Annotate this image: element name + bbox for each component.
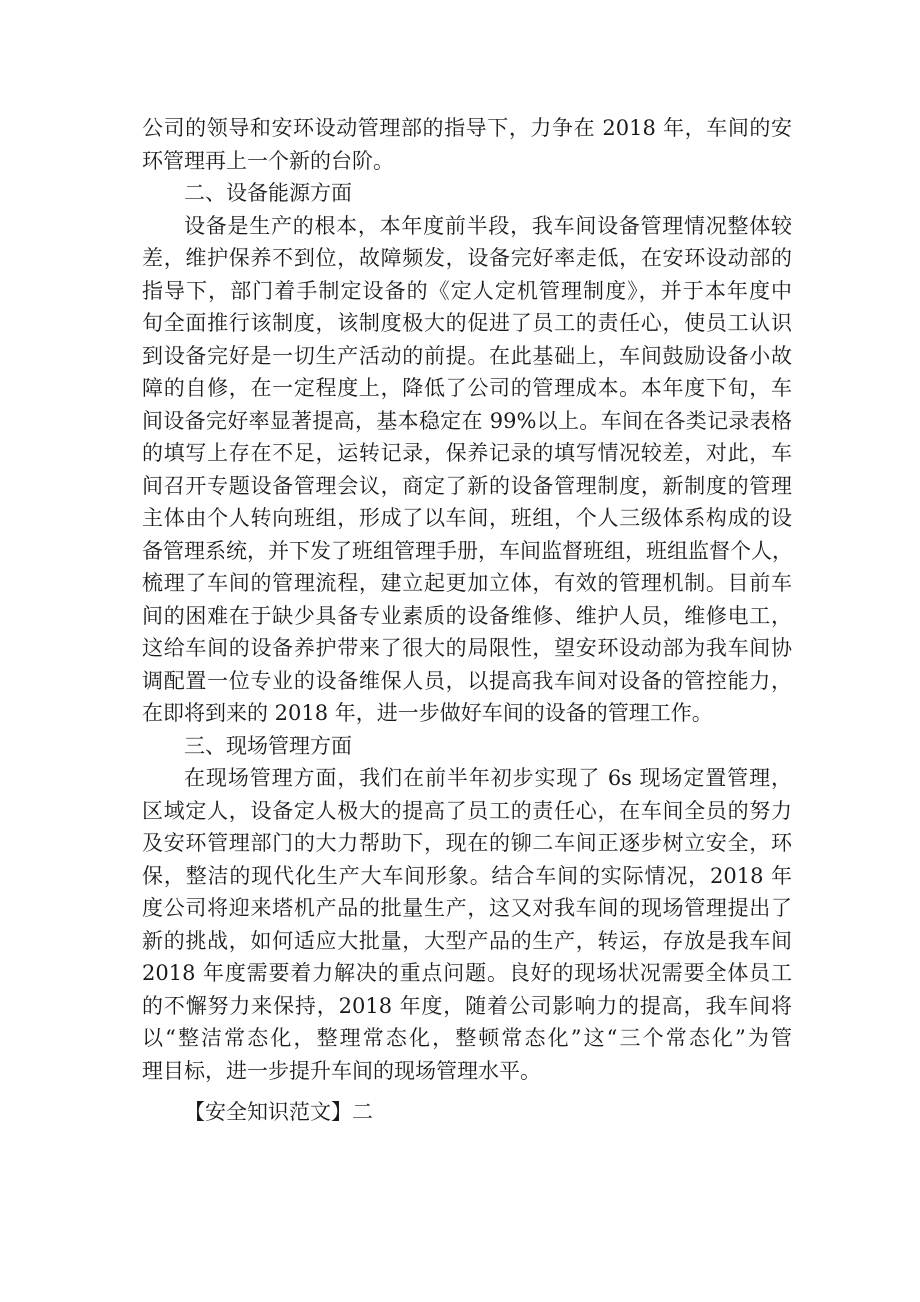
text-line: 差，维护保养不到位，故障频发，设备完好率走低，在安环设动部的 [142,246,792,270]
text-line: 公司的领导和安环设动管理部的指导下，力争在 2018 年，车间的安 [142,116,792,140]
text-line: 理目标，进一步提升车间的现场管理水平。 [142,1058,541,1083]
text-line: 区域定人，设备定人极大的提高了员工的责任心，在车间全员的努力 [142,798,792,823]
text-line: 这给车间的设备养护带来了很大的局限性，望安环设动部为我车间协 [142,636,792,660]
text-line: 间召开专题设备管理会议，商定了新的设备管理制度，新制度的管理 [142,473,792,498]
section-heading-site-management: 三、现场管理方面 [184,733,352,758]
text-line: 到设备完好是一切生产活动的前提。在此基础上，车间鼓励设备小故 [142,343,792,368]
text-line: 的不懈努力来保持，2018 年度，随着公司影响力的提高，我车间将 [142,993,792,1018]
text-line: 在现场管理方面，我们在前半年初步实现了 6s 现场定置管理， [184,766,792,790]
text-line: 指导下，部门着手制定设备的《定人定机管理制度》，并于本年度中 [142,278,792,303]
text-line: 保，整洁的现代化生产大车间形象。结合车间的实际情况，2018 年 [142,863,792,888]
text-line: 度公司将迎来塔机产品的批量生产，这又对我车间的现场管理提出了 [142,896,792,920]
text-line: 在即将到来的 2018 年，进一步做好车间的设备的管理工作。 [142,701,713,725]
section-heading-safety-knowledge: 【安全知识范文】二 [184,1100,373,1124]
text-line: 间的困难在于缺少具备专业素质的设备维修、维护人员，维修电工， [142,603,792,628]
text-line: 的填写上存在不足，运转记录，保养记录的填写情况较差，对此，车 [142,441,792,465]
text-line: 2018 年度需要着力解决的重点问题。良好的现场状况需要全体员工 [142,961,792,985]
text-line: 梳理了车间的管理流程，建立起更加立体，有效的管理机制。目前车 [142,571,792,595]
text-line: 备管理系统，并下发了班组管理手册，车间监督班组，班组监督个人， [142,538,793,563]
text-line: 障的自修，在一定程度上，降低了公司的管理成本。本年度下旬，车 [142,376,792,400]
text-line: 主体由个人转向班组，形成了以车间，班组，个人三级体系构成的设 [142,506,792,530]
text-line: 设备是生产的根本，本年度前半段，我车间设备管理情况整体较 [184,213,792,238]
text-line: 间设备完好率显著提高，基本稳定在 99%以上。车间在各类记录表格 [142,408,792,433]
text-line: 调配置一位专业的设备维保人员，以提高我车间对设备的管控能力， [142,668,792,693]
section-heading-equipment: 二、设备能源方面 [184,181,352,205]
text-line: 新的挑战，如何适应大批量，大型产品的生产，转运，存放是我车间 [142,928,792,953]
text-line: 旬全面推行该制度，该制度极大的促进了员工的责任心，使员工认识 [142,311,792,335]
text-line: 环管理再上一个新的台阶。 [142,148,394,173]
text-line: 以“整洁常态化，整理常态化，整顿常态化”这“三个常态化”为管 [142,1026,792,1050]
text-line: 及安环管理部门的大力帮助下，现在的铆二车间正逐步树立安全，环 [142,831,792,855]
document-page [142,112,792,1129]
